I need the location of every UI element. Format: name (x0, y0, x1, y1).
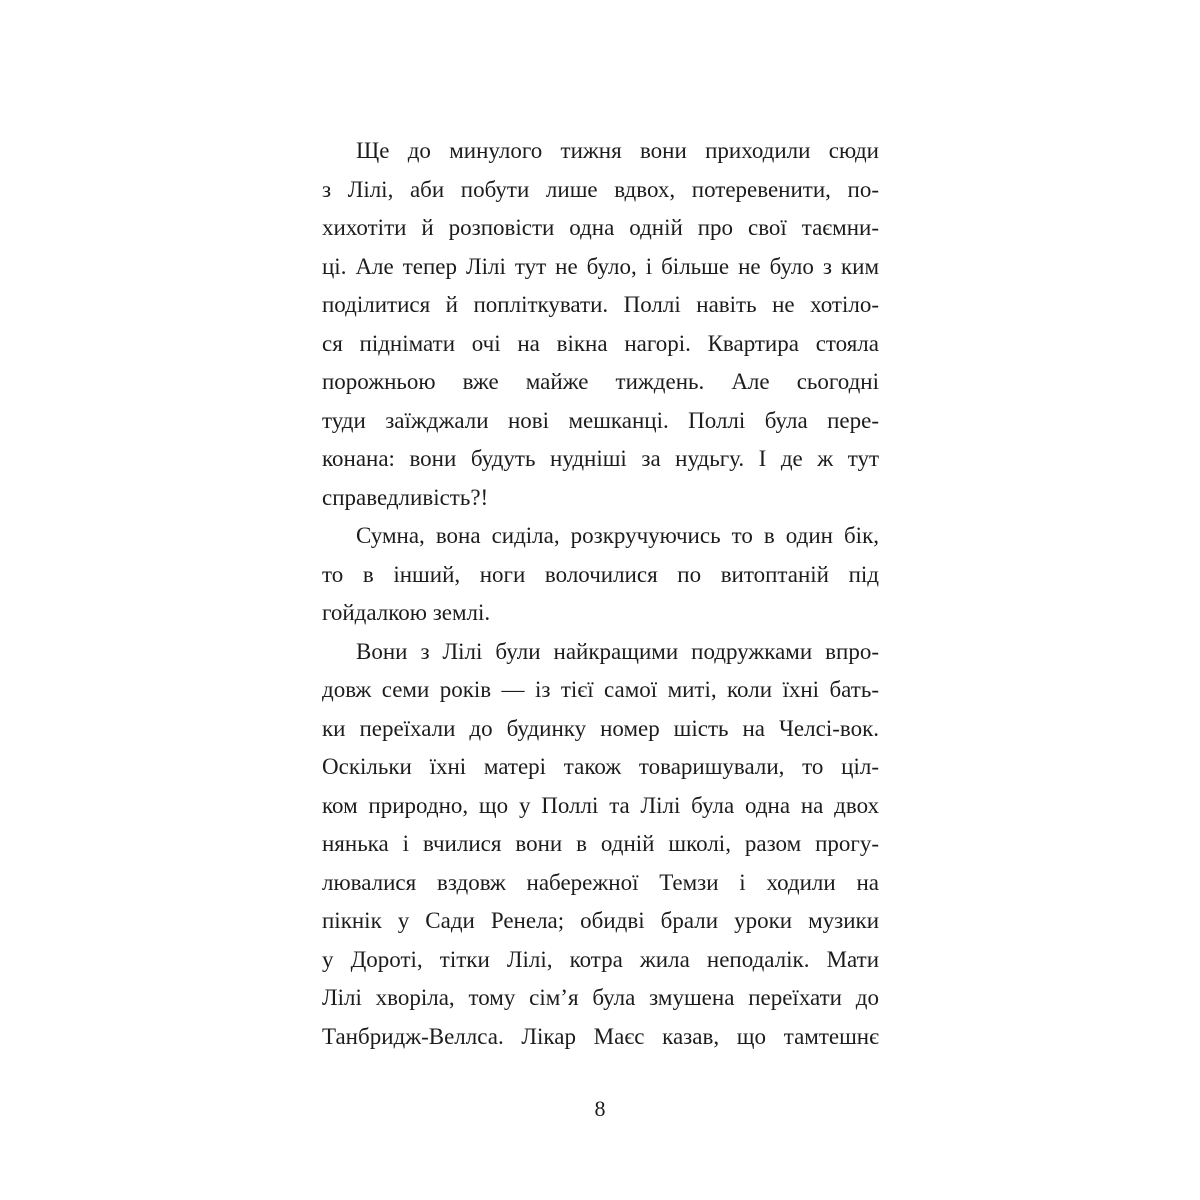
text-line: Ще до минулого тижня вони приходили сюди (356, 138, 879, 163)
text-line: у Дороті, тітки Лілі, котра жила неподалік. Мати (322, 946, 879, 972)
text-line: порожньою вже майже тиждень. Але сьогодні (322, 369, 879, 394)
text-block (322, 132, 879, 1056)
text-line: з Лілі, аби побути лише вдвох, потеревенити, по- (322, 176, 879, 202)
text-line: справедливість?! (322, 484, 489, 510)
text-line: нянька і вчилися вони в одній школі, разом прогу- (322, 831, 879, 856)
text-line: гойдалкою землі. (322, 600, 491, 625)
text-line: поділитися й попліткувати. Поллі навіть не хотіло- (322, 292, 879, 317)
text-line: ці. Але тепер Лілі тут не було, і більше не було з ким (322, 253, 879, 279)
text-line: конана: вони будуть нудніші за нудьгу. І де ж тут (322, 446, 879, 471)
text-line: хихотіти й розповісти одна одній про свої таємни- (322, 215, 879, 240)
text-line: пікнік у Сади Ренела; обидві брали уроки музики (322, 908, 879, 933)
page-number: 8 (594, 1096, 606, 1121)
text-line: Вони з Лілі були найкращими подружками впро- (356, 638, 879, 664)
text-line: ком природно, що у Поллі та Лілі була одна на двох (322, 792, 879, 818)
page-footer (0, 1094, 1200, 1124)
text-line: ся піднімати очі на вікна нагорі. Квартира стояла (322, 330, 879, 356)
text-line: туди заїжджали нові мешканці. Поллі була пере- (322, 407, 879, 433)
text-line: Лілі хворіла, тому сім’я була змушена переїхати до (322, 985, 879, 1010)
text-line: Сумна, вона сиділа, розкручуючись то в один бік, (356, 523, 879, 548)
text-line: довж семи років — із тієї самої миті, коли їхні бать- (322, 677, 879, 702)
text-line: Оскільки їхні матері також товаришували, то ціл- (322, 754, 879, 779)
text-line: ки переїхали до будинку номер шість на Челсі-вок. (322, 715, 879, 741)
text-line: то в інший, ноги волочилися по витоптаній під (322, 561, 879, 587)
text-line: Танбридж-Веллса. Лікар Маєс казав, що тамтешнє (322, 1023, 879, 1049)
text-line: лювалися вздовж набережної Темзи і ходили на (322, 869, 879, 895)
